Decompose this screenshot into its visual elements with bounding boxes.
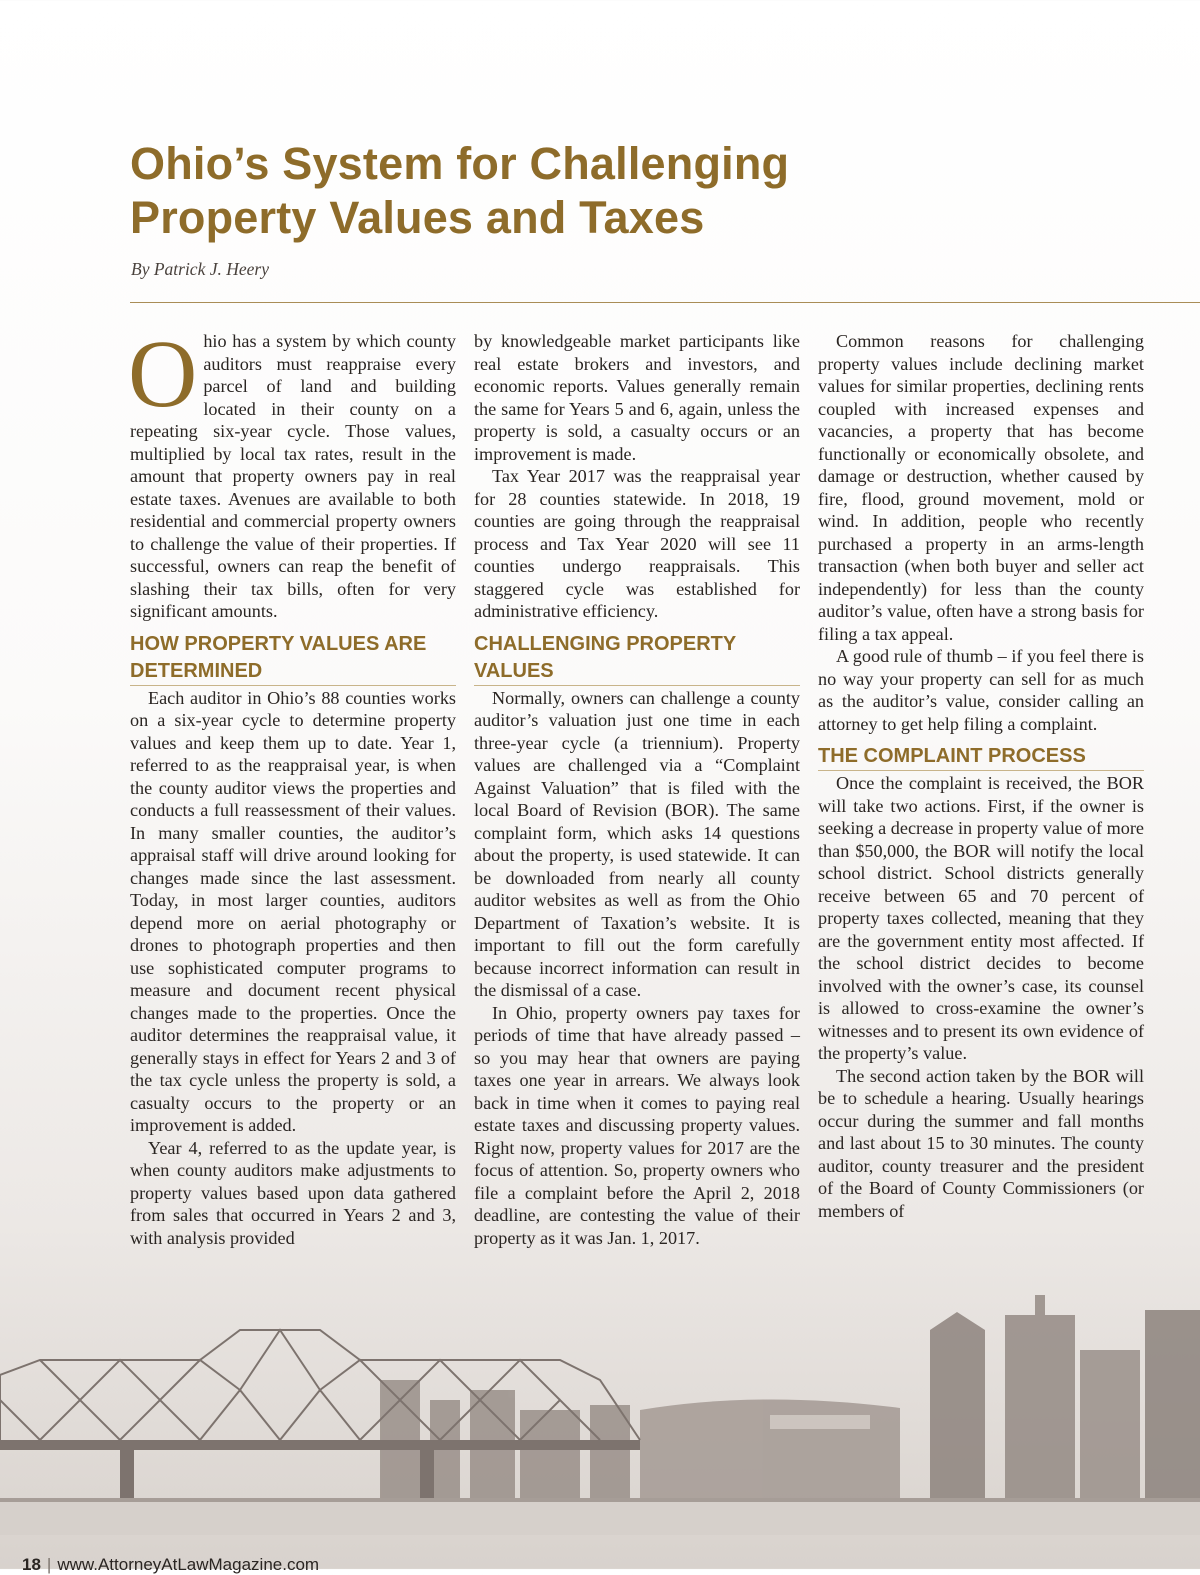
intro-paragraph (128, 320, 456, 623)
body-paragraph: A good rule of thumb – if you feel there is no way your property can sell for as much as the auditor’s value, consider calling an attorney to get help filing a complaint. (818, 646, 1144, 734)
section-heading-how-values: HOW PROPERTY VALUES ARE DETERMINED (130, 631, 456, 686)
city-skyline-image (0, 1290, 1200, 1535)
section-heading-complaint-process: THE COMPLAINT PROCESS (818, 743, 1144, 771)
body-paragraph: by knowledgeable market participants like real estate brokers and investors, and economic reports. Values generally remain the same for Years 5 and 6, again, unless the property is sold, a casualty occurs or an improvement is made. (474, 331, 800, 464)
section-heading-challenging: CHALLENGING PROPERTY VALUES (474, 631, 800, 686)
body-paragraph: Tax Year 2017 was the reappraisal year for 28 counties statewide. In 2018, 19 counties are going through the reappraisal process and Tax Year 2020 will see 11 counties undergo reappraisals. This staggered cycle was established for administrative efficiency. (474, 466, 800, 621)
column-2 (474, 330, 800, 1249)
column-1 (128, 320, 456, 1249)
body-paragraph: Each auditor in Ohio’s 88 counties works on a six-year cycle to determine property values and keep them up to date. Year 1, referred to as the reappraisal year, is when the county auditor views the properties and conducts a full reassessment of their values. In many smaller counties, the auditor’s appraisal staff will drive around looking for changes made since the last assessment. Today, in most larger counties, auditors depend more on aerial photography or drones to photograph properties and then use sophisticated computer programs to measure and document recent physical changes made to the properties. Once the auditor determines the reappraisal value, it generally stays in effect for Years 2 and 3 of the tax cycle unless the property is sold, a casualty occurs to the property or an improvement is added. (130, 687, 456, 1135)
body-paragraph: Normally, owners can challenge a county auditor’s valuation just one time in each three-year cycle (a triennium). Property values are challenged via a “Complaint Against Valuation” that is filed with the local Board of Revision (BOR). The same complaint form, which asks 14 questions about the property, is used statewide. It can be downloaded from nearly all county auditor websites as well as from the Ohio Department of Taxation’s website. It is important to fill out the form carefully because incorrect information can result in the dismissal of a case. (474, 687, 800, 1000)
body-paragraph: Year 4, referred to as the update year, is when county auditors make adjustments to property values based upon data gathered from sales that occurred in Years 2 and 3, with analysis provided (130, 1137, 456, 1248)
body-paragraph: Once the complaint is received, the BOR will take two actions. First, if the owner is seeking a decrease in property value of more than $50,000, the BOR will notify the local school district. School districts generally receive between 65 and 70 percent of property taxes collected, meaning that they are the government entity most affected. If the school district decides to become involved with the owner’s case, its counsel is allowed to cross-examine the owner’s witnesses and to present its own evidence of the property’s value. (818, 773, 1144, 1063)
body-paragraph: The second action taken by the BOR will be to schedule a hearing. Usually hearings occur during the summer and fall months and last about 15 to 30 minutes. The county auditor, county treasurer and the president of the Board of County Commissioners (or members of (818, 1065, 1144, 1221)
column-3 (818, 330, 1144, 1222)
article-title (130, 137, 1030, 245)
page-footer (22, 1555, 319, 1575)
body-paragraph: Common reasons for challenging property values include declining market values for similar properties, declining rents coupled with increased expenses and vacancies, a property that has become functionally or economically obsolete, and damage or destruction, whether caused by fire, flood, ground movement, mold or wind. In addition, people who recently purchased a property in an arms-length transaction (when both buyer and seller act independently) for less than the county auditor’s value, often have a strong basis for filing a tax appeal. (818, 331, 1144, 644)
title-line-1: Ohio’s System for Challenging (130, 138, 790, 189)
drop-cap: O (128, 320, 198, 427)
website-link[interactable]: www.AttorneyAtLawMagazine.com (57, 1555, 320, 1574)
byline: By Patrick J. Heery (131, 259, 269, 279)
title-divider (130, 302, 1200, 303)
body-paragraph: In Ohio, property owners pay taxes for periods of time that have already passed – so you may hear that owners are paying taxes one year in arrears. We always look back in time when it comes to paying real estate taxes and discussing property values. Right now, property values for 2017 are the focus of attention. So, property owners who file a complaint before the April 2, 2018 deadline, are contesting the value of their property as it was Jan. 1, 2017. (474, 1002, 800, 1248)
title-line-2: Property Values and Taxes (130, 192, 705, 243)
intro-text: hio has a system by which county auditors must reappraise every parcel of land and building located in their county on a repeating six-year cycle. Those values, multiplied by local tax rates, result in the amount that property owners pay in real estate taxes. Avenues are available to both residential and commercial property owners to challenge the value of their properties. If successful, owners can reap the benefit of slashing their tax bills, often for very significant amounts. (130, 331, 456, 621)
footer-separator: | (46, 1555, 52, 1574)
page-number: 18 (22, 1555, 41, 1574)
